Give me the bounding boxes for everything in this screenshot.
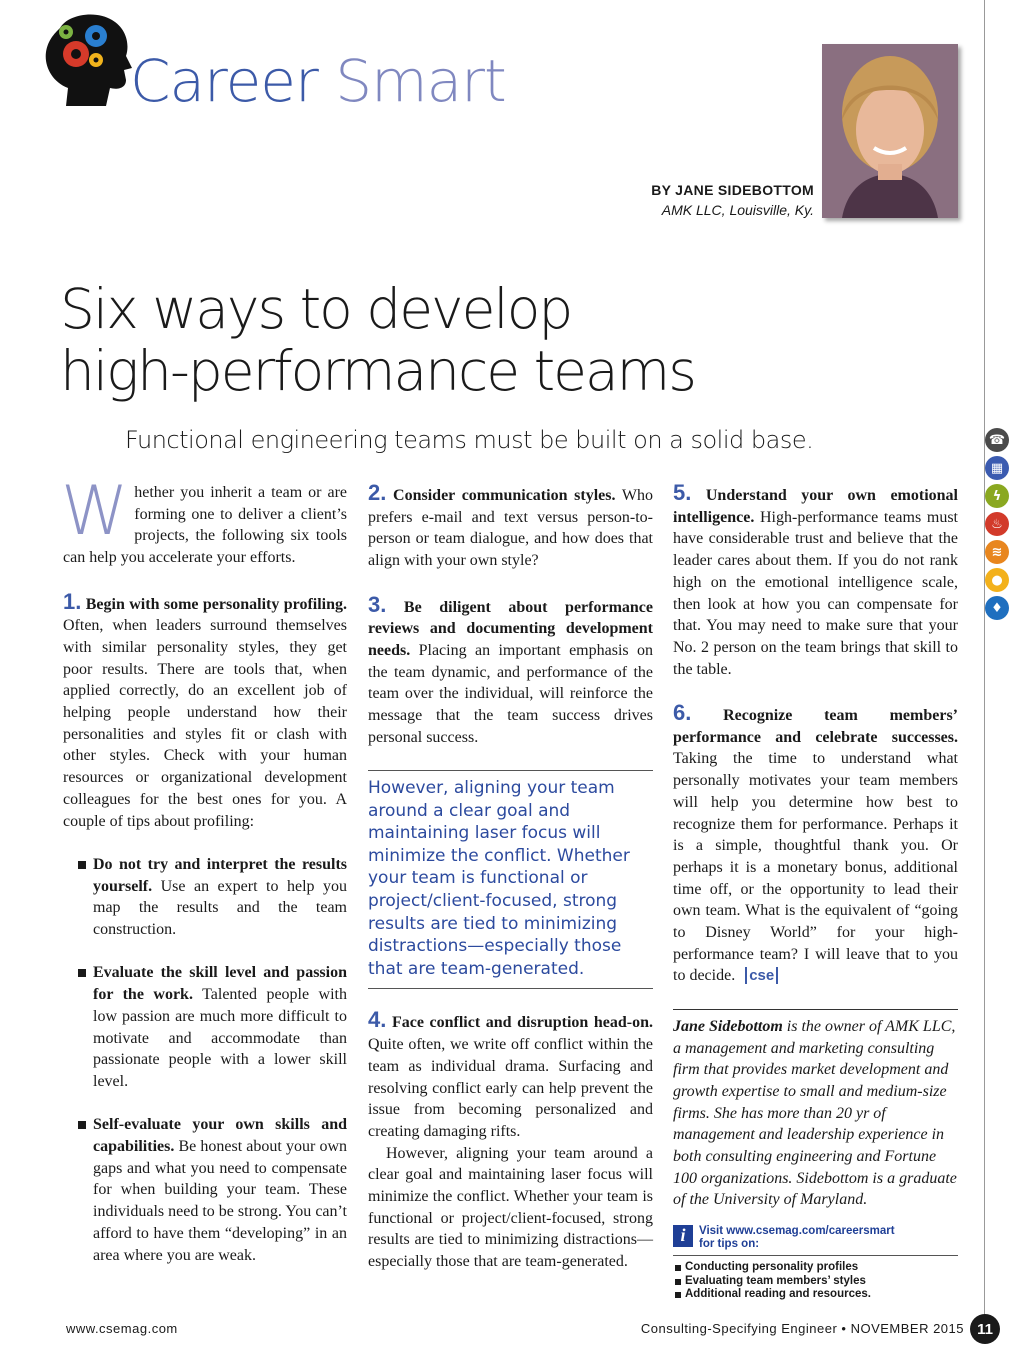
profiling-tips-list (93, 854, 347, 1266)
section-4-body: Quite often, we write off conflict within the team as individual drama. Surfacing and resolving conflict early can help prevent the issue from becoming personalized and creating damaging rifts. (368, 1036, 653, 1140)
section-6-heading: Recognize team members’ performance and celebrate successes. (673, 707, 958, 746)
intro-text: hether you inherit a team or are forming one to deliver a client’s projects, the following six tools can help you accelerate your efforts. (63, 484, 347, 567)
water-drop-icon: ♦ (985, 596, 1009, 620)
headline-line-1: Six ways to develop (60, 277, 572, 341)
lightbulb-icon: ● (985, 568, 1009, 592)
tip-3-heading: Self-evaluate your own skills and capabilities. (93, 1116, 347, 1156)
list-item: Evaluating team members’ styles (673, 1275, 958, 1289)
visit-caption: for tips on: (699, 1238, 760, 1251)
heat-icon: ≋ (985, 540, 1009, 564)
list-item (93, 962, 347, 1092)
lightning-icon: ϟ (985, 484, 1009, 508)
article-deck: Functional engineering teams must be built on a solid base. (125, 426, 814, 454)
section-4-continued: However, aligning your team around a clear goal and maintaining laser focus will minimize the conflict. Whether your team is functional or project/client-focused, strong results are tied to minimizing distractions—especially those that are team-generated. (368, 1144, 653, 1271)
tip-2-body: Talented people with low passion are much more difficult to motivate and accommodate than passionate people with a lower skill level. (93, 986, 347, 1090)
section-3-number: 3. (368, 591, 387, 617)
pull-quote: However, aligning your team around a clear goal and maintaining laser focus will minimize the conflict. Whether your team is functional or project/client-focused, strong results are tied to minimizing distractions—especially those that are team-generated. (368, 770, 653, 989)
author-photo (822, 44, 958, 218)
section-6-number: 6. (673, 700, 692, 726)
author-organization: AMK LLC, Louisville, Ky. (661, 202, 814, 218)
section-6-body: Taking the time to understand what personally motivates your team members will help you determine how best to recognize them for performance. Perhaps it is a simple, thoughtful thank you. Or perhaps it is a monetary bonus, additional time off, or the opportunity to lead their own team. What is the equivalent of “going to Disney World” for your high-performance team? I will leave that to you to decide. (673, 750, 958, 985)
article-column-1 (61, 472, 347, 1288)
career-smart-logo (38, 10, 134, 114)
footer-publication: Consulting-Specifying Engineer • NOVEMBER 2015 (640, 1321, 964, 1336)
intro-paragraph (61, 472, 347, 569)
topic-icon-strip (985, 428, 1011, 624)
tip-2-heading: Evaluate the skill level and passion for the work. (93, 964, 347, 1004)
list-item (93, 1114, 347, 1266)
fire-icon: ♨ (985, 512, 1009, 536)
phone-icon: ☎ (985, 428, 1009, 452)
section-brand (130, 47, 506, 115)
tip-1-heading: Do not try and interpret the results yourself. (93, 855, 347, 895)
section-3-heading: Be diligent about performance reviews and documenting development needs. (368, 598, 653, 659)
section-3 (368, 591, 653, 749)
article-headline (60, 278, 695, 402)
info-icon: i (673, 1225, 693, 1247)
bio-text: is the owner of AMK LLC, a management and marketing consulting firm that provides market development and growth expertise to small and medium-size firms. She has more than 20 yr of management and leadership experience in both consulting engineering and Fortune 100 organizations. Sidebottom is a graduate of the University of Maryland. (673, 1017, 957, 1209)
byline (651, 182, 814, 218)
author-name: BY JANE SIDEBOTTOM (651, 182, 814, 198)
section-4 (368, 1009, 653, 1142)
page-edge-rule (984, 0, 985, 1320)
section-1-heading: Begin with some personality profiling. (81, 595, 347, 613)
tips-list (673, 1261, 958, 1302)
brand-word-smart: Smart (335, 47, 506, 115)
section-5 (673, 482, 958, 680)
list-item: Conducting personality profiles (673, 1261, 958, 1275)
section-2-number: 2. (368, 480, 387, 505)
section-4-heading: Face conflict and disruption head-on. (386, 1014, 653, 1032)
page-number: 11 (970, 1314, 1000, 1344)
calculator-icon: ▦ (985, 456, 1009, 480)
section-1 (63, 588, 347, 833)
end-mark-logo: cse (745, 967, 778, 984)
section-6 (673, 702, 958, 987)
article-column-3 (673, 482, 958, 1302)
section-2 (368, 482, 653, 572)
visit-url-line[interactable]: Visit www.csemag.com/careersmart (699, 1225, 895, 1238)
brand-word-career: Career (130, 47, 318, 115)
section-2-body: Who prefers e-mail and text versus person-to-person or team dialogue, and how does that align with your own style? (368, 487, 653, 570)
list-item: Additional reading and resources. (673, 1288, 958, 1302)
section-1-number: 1. (63, 588, 82, 614)
section-4-number: 4. (368, 1007, 387, 1033)
drop-cap: W (61, 472, 129, 551)
visit-text[interactable] (699, 1225, 895, 1251)
headline-line-2: high-performance teams (60, 339, 695, 403)
tip-1-body: Use an expert to help you map the results and the team construction. (93, 877, 347, 939)
section-5-number: 5. (673, 480, 692, 505)
visit-link-box (673, 1225, 958, 1256)
author-bio (673, 1009, 958, 1211)
section-2-heading: Consider communication styles. (386, 487, 616, 504)
section-5-body: High-performance teams must have considerable trust and believe that the leader cares about them. If you do not rank high on the emotional intelligence scale, then look at how you can compensate for that. You may need to make sure that your No. 2 person on the team brings that skill to the table. (673, 508, 958, 678)
footer-website[interactable]: www.csemag.com (66, 1321, 178, 1336)
list-item (93, 854, 347, 941)
bio-name: Jane Sidebottom (673, 1017, 783, 1035)
section-5-heading: Understand your own emotional intelligence. (673, 487, 958, 526)
section-1-body: Often, when leaders surround themselves with similar personality styles, they get poor results. There are tools that, when applied correctly, do an excellent job of helping people understand how their personalities and styles fit or clash with other styles. Check with your human resources or organizational development colleagues for the best ones for you. A couple of tips about profiling: (63, 617, 347, 830)
article-column-2 (368, 482, 653, 1273)
section-3-body: Placing an important emphasis on the team dynamic, and performance of the team over the individual, will reinforce the message that the team success drives personal success. (368, 641, 653, 746)
tip-3-body: Be honest about your own gaps and what you need to compensate for when building your team. These individuals need to be strong. You can’t afford to have them “developing” in an area where you are weak. (93, 1138, 347, 1264)
